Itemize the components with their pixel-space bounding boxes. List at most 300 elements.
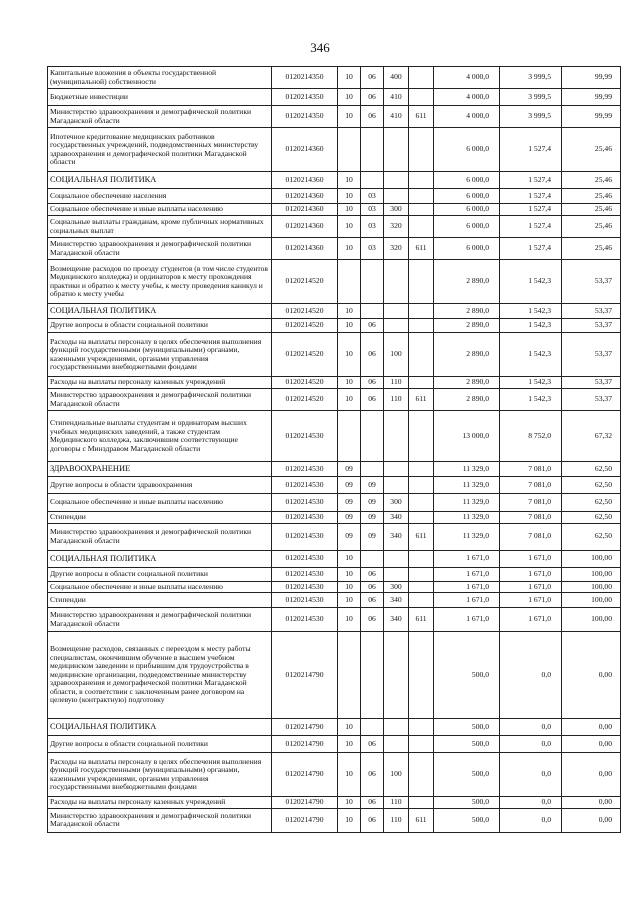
- admin-code-cell: [409, 593, 434, 608]
- actual-amount-cell: 3 999,5: [500, 67, 562, 89]
- actual-amount-cell: 1 542,3: [500, 389, 562, 411]
- row-name-cell: ЗДРАВООХРАНЕНИЕ: [48, 462, 272, 477]
- percent-cell: 0,00: [562, 632, 621, 719]
- subsection-cell: 06: [361, 89, 384, 106]
- expense-type-cell: [384, 550, 409, 567]
- admin-code-cell: [409, 319, 434, 333]
- expense-type-cell: [384, 189, 409, 204]
- plan-amount-cell: 6 000,0: [434, 189, 500, 204]
- expense-type-cell: 320: [384, 216, 409, 238]
- target-code-cell: 0120214350: [272, 89, 338, 106]
- target-code-cell: 0120214350: [272, 106, 338, 128]
- plan-amount-cell: 1 671,0: [434, 608, 500, 632]
- target-code-cell: 0120214350: [272, 67, 338, 89]
- target-code-cell: 0120214790: [272, 753, 338, 797]
- expense-type-cell: [384, 567, 409, 581]
- target-code-cell: 0120214520: [272, 304, 338, 319]
- expense-type-cell: 100: [384, 753, 409, 797]
- table-row: [48, 593, 621, 608]
- target-code-cell: 0120214530: [272, 581, 338, 593]
- actual-amount-cell: 1 671,0: [500, 593, 562, 608]
- target-code-cell: 0120214520: [272, 260, 338, 304]
- table-row: [48, 753, 621, 797]
- section-cell: 10: [338, 319, 361, 333]
- plan-amount-cell: 1 671,0: [434, 550, 500, 567]
- target-code-cell: 0120214530: [272, 567, 338, 581]
- actual-amount-cell: 8 752,0: [500, 411, 562, 462]
- admin-code-cell: [409, 377, 434, 389]
- actual-amount-cell: 1 542,3: [500, 319, 562, 333]
- admin-code-cell: [409, 753, 434, 797]
- expense-type-cell: 340: [384, 593, 409, 608]
- admin-code-cell: [409, 581, 434, 593]
- plan-amount-cell: 500,0: [434, 808, 500, 832]
- percent-cell: 25,46: [562, 216, 621, 238]
- table-body: [48, 67, 621, 833]
- percent-cell: 99,99: [562, 106, 621, 128]
- actual-amount-cell: 0,0: [500, 632, 562, 719]
- table-row: [48, 550, 621, 567]
- section-cell: [338, 128, 361, 172]
- admin-code-cell: 611: [409, 238, 434, 260]
- table-row: [48, 216, 621, 238]
- section-cell: 10: [338, 333, 361, 377]
- percent-cell: 25,46: [562, 238, 621, 260]
- plan-amount-cell: 11 329,0: [434, 462, 500, 477]
- table-row: [48, 204, 621, 216]
- subsection-cell: 06: [361, 567, 384, 581]
- expense-type-cell: 110: [384, 389, 409, 411]
- plan-amount-cell: 2 890,0: [434, 377, 500, 389]
- budget-table: [47, 66, 621, 833]
- expense-type-cell: 410: [384, 89, 409, 106]
- target-code-cell: 0120214530: [272, 494, 338, 512]
- row-name-cell: СОЦИАЛЬНАЯ ПОЛИТИКА: [48, 172, 272, 189]
- section-cell: 09: [338, 477, 361, 494]
- percent-cell: 100,00: [562, 567, 621, 581]
- row-name-cell: Стипендиальные выплаты студентам и ординаторам высших учебных медицинских заведений, а также студентам Медицинского колледжа, заключившим соответствующие договоры с Минздравом Магаданской области: [48, 411, 272, 462]
- admin-code-cell: [409, 67, 434, 89]
- table-row: [48, 304, 621, 319]
- row-name-cell: Министерство здравоохранения и демографической политики Магаданской области: [48, 608, 272, 632]
- actual-amount-cell: 0,0: [500, 797, 562, 809]
- expense-type-cell: 110: [384, 377, 409, 389]
- admin-code-cell: [409, 550, 434, 567]
- percent-cell: 53,37: [562, 333, 621, 377]
- expense-type-cell: 400: [384, 67, 409, 89]
- table-row: [48, 736, 621, 753]
- row-name-cell: Социальное обеспечение и иные выплаты населению: [48, 494, 272, 512]
- percent-cell: 0,00: [562, 719, 621, 736]
- percent-cell: 62,50: [562, 512, 621, 524]
- admin-code-cell: [409, 89, 434, 106]
- subsection-cell: [361, 260, 384, 304]
- plan-amount-cell: 6 000,0: [434, 238, 500, 260]
- target-code-cell: 0120214360: [272, 172, 338, 189]
- table-row: [48, 632, 621, 719]
- percent-cell: 100,00: [562, 593, 621, 608]
- percent-cell: 67,32: [562, 411, 621, 462]
- expense-type-cell: [384, 736, 409, 753]
- section-cell: 10: [338, 808, 361, 832]
- section-cell: 10: [338, 106, 361, 128]
- target-code-cell: 0120214520: [272, 319, 338, 333]
- section-cell: 09: [338, 494, 361, 512]
- percent-cell: 62,50: [562, 477, 621, 494]
- row-name-cell: Ипотечное кредитование медицинских работников государственных учреждений, подведомственных министерству здравоохранения и демографической политики Магаданской области: [48, 128, 272, 172]
- actual-amount-cell: 1 542,3: [500, 260, 562, 304]
- expense-type-cell: 110: [384, 808, 409, 832]
- table-row: [48, 89, 621, 106]
- target-code-cell: 0120214790: [272, 719, 338, 736]
- percent-cell: 0,00: [562, 753, 621, 797]
- plan-amount-cell: 11 329,0: [434, 523, 500, 550]
- subsection-cell: [361, 172, 384, 189]
- subsection-cell: 03: [361, 189, 384, 204]
- admin-code-cell: 611: [409, 106, 434, 128]
- subsection-cell: [361, 128, 384, 172]
- target-code-cell: 0120214790: [272, 632, 338, 719]
- actual-amount-cell: 0,0: [500, 808, 562, 832]
- subsection-cell: [361, 632, 384, 719]
- admin-code-cell: [409, 172, 434, 189]
- target-code-cell: 0120214530: [272, 411, 338, 462]
- row-name-cell: СОЦИАЛЬНАЯ ПОЛИТИКА: [48, 719, 272, 736]
- section-cell: 10: [338, 238, 361, 260]
- actual-amount-cell: 7 081,0: [500, 512, 562, 524]
- target-code-cell: 0120214530: [272, 550, 338, 567]
- row-name-cell: Министерство здравоохранения и демографической политики Магаданской области: [48, 523, 272, 550]
- expense-type-cell: [384, 319, 409, 333]
- expense-type-cell: [384, 719, 409, 736]
- target-code-cell: 0120214520: [272, 377, 338, 389]
- admin-code-cell: 611: [409, 389, 434, 411]
- section-cell: 10: [338, 581, 361, 593]
- section-cell: 10: [338, 216, 361, 238]
- percent-cell: 100,00: [562, 550, 621, 567]
- admin-code-cell: [409, 632, 434, 719]
- table-row: [48, 377, 621, 389]
- admin-code-cell: [409, 477, 434, 494]
- section-cell: 10: [338, 389, 361, 411]
- plan-amount-cell: 500,0: [434, 736, 500, 753]
- plan-amount-cell: 11 329,0: [434, 477, 500, 494]
- plan-amount-cell: 4 000,0: [434, 67, 500, 89]
- expense-type-cell: 320: [384, 238, 409, 260]
- expense-type-cell: 340: [384, 523, 409, 550]
- section-cell: 10: [338, 377, 361, 389]
- target-code-cell: 0120214360: [272, 204, 338, 216]
- plan-amount-cell: 1 671,0: [434, 581, 500, 593]
- admin-code-cell: [409, 719, 434, 736]
- section-cell: 10: [338, 567, 361, 581]
- section-cell: 10: [338, 172, 361, 189]
- target-code-cell: 0120214530: [272, 512, 338, 524]
- subsection-cell: [361, 304, 384, 319]
- actual-amount-cell: 7 081,0: [500, 462, 562, 477]
- expense-type-cell: [384, 260, 409, 304]
- expense-type-cell: [384, 462, 409, 477]
- expense-type-cell: 110: [384, 797, 409, 809]
- plan-amount-cell: 6 000,0: [434, 216, 500, 238]
- actual-amount-cell: 7 081,0: [500, 523, 562, 550]
- target-code-cell: 0120214530: [272, 462, 338, 477]
- admin-code-cell: [409, 567, 434, 581]
- actual-amount-cell: 1 527,4: [500, 189, 562, 204]
- subsection-cell: 06: [361, 808, 384, 832]
- table-row: [48, 260, 621, 304]
- table-row: [48, 523, 621, 550]
- expense-type-cell: [384, 477, 409, 494]
- actual-amount-cell: 1 527,4: [500, 216, 562, 238]
- actual-amount-cell: 1 671,0: [500, 550, 562, 567]
- subsection-cell: 03: [361, 216, 384, 238]
- percent-cell: 25,46: [562, 172, 621, 189]
- actual-amount-cell: 1 542,3: [500, 333, 562, 377]
- plan-amount-cell: 500,0: [434, 632, 500, 719]
- percent-cell: 62,50: [562, 494, 621, 512]
- expense-type-cell: [384, 128, 409, 172]
- target-code-cell: 0120214360: [272, 128, 338, 172]
- actual-amount-cell: 1 671,0: [500, 567, 562, 581]
- table-row: [48, 128, 621, 172]
- plan-amount-cell: 1 671,0: [434, 593, 500, 608]
- actual-amount-cell: 7 081,0: [500, 494, 562, 512]
- admin-code-cell: 611: [409, 523, 434, 550]
- expense-type-cell: [384, 632, 409, 719]
- expense-type-cell: 410: [384, 106, 409, 128]
- expense-type-cell: [384, 172, 409, 189]
- plan-amount-cell: 2 890,0: [434, 304, 500, 319]
- percent-cell: 53,37: [562, 304, 621, 319]
- actual-amount-cell: 1 542,3: [500, 377, 562, 389]
- section-cell: 10: [338, 550, 361, 567]
- row-name-cell: Расходы на выплаты персоналу в целях обеспечения выполнения функций государственными (муниципальными) органами, казенными учреждениями, органами управления государственными внебюджетными фондами: [48, 333, 272, 377]
- percent-cell: 0,00: [562, 736, 621, 753]
- admin-code-cell: [409, 304, 434, 319]
- row-name-cell: Капитальные вложения в объекты государственной (муниципальной) собственности: [48, 67, 272, 89]
- subsection-cell: [361, 462, 384, 477]
- plan-amount-cell: 1 671,0: [434, 567, 500, 581]
- table-row: [48, 494, 621, 512]
- table-row: [48, 333, 621, 377]
- subsection-cell: 03: [361, 238, 384, 260]
- subsection-cell: 06: [361, 736, 384, 753]
- row-name-cell: СОЦИАЛЬНАЯ ПОЛИТИКА: [48, 550, 272, 567]
- subsection-cell: 06: [361, 319, 384, 333]
- section-cell: 10: [338, 753, 361, 797]
- plan-amount-cell: 500,0: [434, 719, 500, 736]
- row-name-cell: Социальные выплаты гражданам, кроме публичных нормативных социальных выплат: [48, 216, 272, 238]
- actual-amount-cell: 1 542,3: [500, 304, 562, 319]
- subsection-cell: 09: [361, 494, 384, 512]
- section-cell: 10: [338, 304, 361, 319]
- admin-code-cell: [409, 736, 434, 753]
- target-code-cell: 0120214530: [272, 477, 338, 494]
- target-code-cell: 0120214360: [272, 189, 338, 204]
- subsection-cell: 06: [361, 67, 384, 89]
- percent-cell: 53,37: [562, 377, 621, 389]
- row-name-cell: Министерство здравоохранения и демографической политики Магаданской области: [48, 238, 272, 260]
- plan-amount-cell: 500,0: [434, 797, 500, 809]
- table-row: [48, 581, 621, 593]
- target-code-cell: 0120214520: [272, 333, 338, 377]
- subsection-cell: 06: [361, 797, 384, 809]
- percent-cell: 25,46: [562, 204, 621, 216]
- row-name-cell: Возмещение расходов по проезду студентов (в том числе студентов Медицинского колледжа) и ординаторов к месту прохождения практики и обратно к месту учебы, к месту проведения каникул и обратно к месту учебы: [48, 260, 272, 304]
- percent-cell: 0,00: [562, 808, 621, 832]
- percent-cell: 0,00: [562, 797, 621, 809]
- plan-amount-cell: 6 000,0: [434, 204, 500, 216]
- subsection-cell: 06: [361, 581, 384, 593]
- target-code-cell: 0120214530: [272, 523, 338, 550]
- target-code-cell: 0120214790: [272, 797, 338, 809]
- row-name-cell: Министерство здравоохранения и демографической политики Магаданской области: [48, 389, 272, 411]
- subsection-cell: 06: [361, 377, 384, 389]
- row-name-cell: СОЦИАЛЬНАЯ ПОЛИТИКА: [48, 304, 272, 319]
- actual-amount-cell: 7 081,0: [500, 477, 562, 494]
- expense-type-cell: 100: [384, 333, 409, 377]
- row-name-cell: Стипендии: [48, 593, 272, 608]
- table-row: [48, 462, 621, 477]
- subsection-cell: 06: [361, 753, 384, 797]
- percent-cell: 62,50: [562, 462, 621, 477]
- table-row: [48, 238, 621, 260]
- subsection-cell: 06: [361, 389, 384, 411]
- section-cell: 09: [338, 523, 361, 550]
- row-name-cell: Расходы на выплаты персоналу казенных учреждений: [48, 377, 272, 389]
- actual-amount-cell: 0,0: [500, 719, 562, 736]
- percent-cell: 25,46: [562, 189, 621, 204]
- row-name-cell: Другие вопросы в области социальной политики: [48, 567, 272, 581]
- table-row: [48, 797, 621, 809]
- admin-code-cell: [409, 204, 434, 216]
- section-cell: 09: [338, 462, 361, 477]
- expense-type-cell: 300: [384, 581, 409, 593]
- table-row: [48, 172, 621, 189]
- row-name-cell: Расходы на выплаты персоналу казенных учреждений: [48, 797, 272, 809]
- admin-code-cell: [409, 494, 434, 512]
- percent-cell: 99,99: [562, 67, 621, 89]
- table-row: [48, 389, 621, 411]
- section-cell: [338, 411, 361, 462]
- expense-type-cell: [384, 411, 409, 462]
- admin-code-cell: [409, 128, 434, 172]
- table-row: [48, 719, 621, 736]
- plan-amount-cell: 6 000,0: [434, 172, 500, 189]
- plan-amount-cell: 2 890,0: [434, 389, 500, 411]
- plan-amount-cell: 4 000,0: [434, 89, 500, 106]
- row-name-cell: Расходы на выплаты персоналу в целях обеспечения выполнения функций государственными (муниципальными) органами, казенными учреждениями, органами управления государственными внебюджетными фондами: [48, 753, 272, 797]
- admin-code-cell: 611: [409, 808, 434, 832]
- row-name-cell: Возмещение расходов, связанных с переездом к месту работы специалистам, окончившим обучение в высшем учебном медицинском заведении и прибывшим для трудоустройства в медицинские организации, подведомственные министерству здравоохранения и демографической политики Магаданской области, в соответствии с заключенным ранее договором на целевую (контрактную) подготовку: [48, 632, 272, 719]
- percent-cell: 53,37: [562, 260, 621, 304]
- row-name-cell: Министерство здравоохранения и демографической политики Магаданской области: [48, 808, 272, 832]
- table-row: [48, 189, 621, 204]
- subsection-cell: 06: [361, 608, 384, 632]
- section-cell: 10: [338, 719, 361, 736]
- admin-code-cell: [409, 333, 434, 377]
- actual-amount-cell: 3 999,5: [500, 106, 562, 128]
- subsection-cell: 09: [361, 512, 384, 524]
- table-row: [48, 67, 621, 89]
- subsection-cell: [361, 550, 384, 567]
- table-row: [48, 512, 621, 524]
- section-cell: 10: [338, 67, 361, 89]
- actual-amount-cell: 1 671,0: [500, 608, 562, 632]
- plan-amount-cell: 4 000,0: [434, 106, 500, 128]
- target-code-cell: 0120214530: [272, 593, 338, 608]
- percent-cell: 53,37: [562, 319, 621, 333]
- target-code-cell: 0120214530: [272, 608, 338, 632]
- percent-cell: 53,37: [562, 389, 621, 411]
- expense-type-cell: [384, 304, 409, 319]
- actual-amount-cell: 1 527,4: [500, 172, 562, 189]
- plan-amount-cell: 6 000,0: [434, 128, 500, 172]
- row-name-cell: Министерство здравоохранения и демографической политики Магаданской области: [48, 106, 272, 128]
- row-name-cell: Стипендии: [48, 512, 272, 524]
- expense-type-cell: 300: [384, 494, 409, 512]
- row-name-cell: Другие вопросы в области здравоохранения: [48, 477, 272, 494]
- actual-amount-cell: 0,0: [500, 753, 562, 797]
- plan-amount-cell: 500,0: [434, 753, 500, 797]
- subsection-cell: 09: [361, 523, 384, 550]
- table-row: [48, 319, 621, 333]
- subsection-cell: 09: [361, 477, 384, 494]
- admin-code-cell: [409, 797, 434, 809]
- admin-code-cell: [409, 512, 434, 524]
- table-row: [48, 106, 621, 128]
- actual-amount-cell: 0,0: [500, 736, 562, 753]
- target-code-cell: 0120214360: [272, 238, 338, 260]
- target-code-cell: 0120214520: [272, 389, 338, 411]
- expense-type-cell: 300: [384, 204, 409, 216]
- section-cell: 10: [338, 204, 361, 216]
- actual-amount-cell: 1 527,4: [500, 204, 562, 216]
- admin-code-cell: 611: [409, 608, 434, 632]
- plan-amount-cell: 2 890,0: [434, 260, 500, 304]
- subsection-cell: [361, 719, 384, 736]
- admin-code-cell: [409, 462, 434, 477]
- percent-cell: 100,00: [562, 581, 621, 593]
- subsection-cell: 06: [361, 333, 384, 377]
- admin-code-cell: [409, 216, 434, 238]
- page-number: 346: [310, 40, 330, 55]
- expense-type-cell: 340: [384, 608, 409, 632]
- plan-amount-cell: 2 890,0: [434, 333, 500, 377]
- plan-amount-cell: 11 329,0: [434, 512, 500, 524]
- section-cell: 10: [338, 593, 361, 608]
- target-code-cell: 0120214360: [272, 216, 338, 238]
- row-name-cell: Другие вопросы в области социальной политики: [48, 736, 272, 753]
- row-name-cell: Другие вопросы в области социальной политики: [48, 319, 272, 333]
- percent-cell: 25,46: [562, 128, 621, 172]
- percent-cell: 99,99: [562, 89, 621, 106]
- admin-code-cell: [409, 411, 434, 462]
- row-name-cell: Социальное обеспечение и иные выплаты населению: [48, 581, 272, 593]
- row-name-cell: Социальное обеспечение населения: [48, 189, 272, 204]
- row-name-cell: Бюджетные инвестиции: [48, 89, 272, 106]
- plan-amount-cell: 2 890,0: [434, 319, 500, 333]
- subsection-cell: 06: [361, 106, 384, 128]
- plan-amount-cell: 13 000,0: [434, 411, 500, 462]
- section-cell: 10: [338, 797, 361, 809]
- section-cell: [338, 632, 361, 719]
- row-name-cell: Социальное обеспечение и иные выплаты населению: [48, 204, 272, 216]
- target-code-cell: 0120214790: [272, 808, 338, 832]
- subsection-cell: [361, 411, 384, 462]
- actual-amount-cell: 1 527,4: [500, 128, 562, 172]
